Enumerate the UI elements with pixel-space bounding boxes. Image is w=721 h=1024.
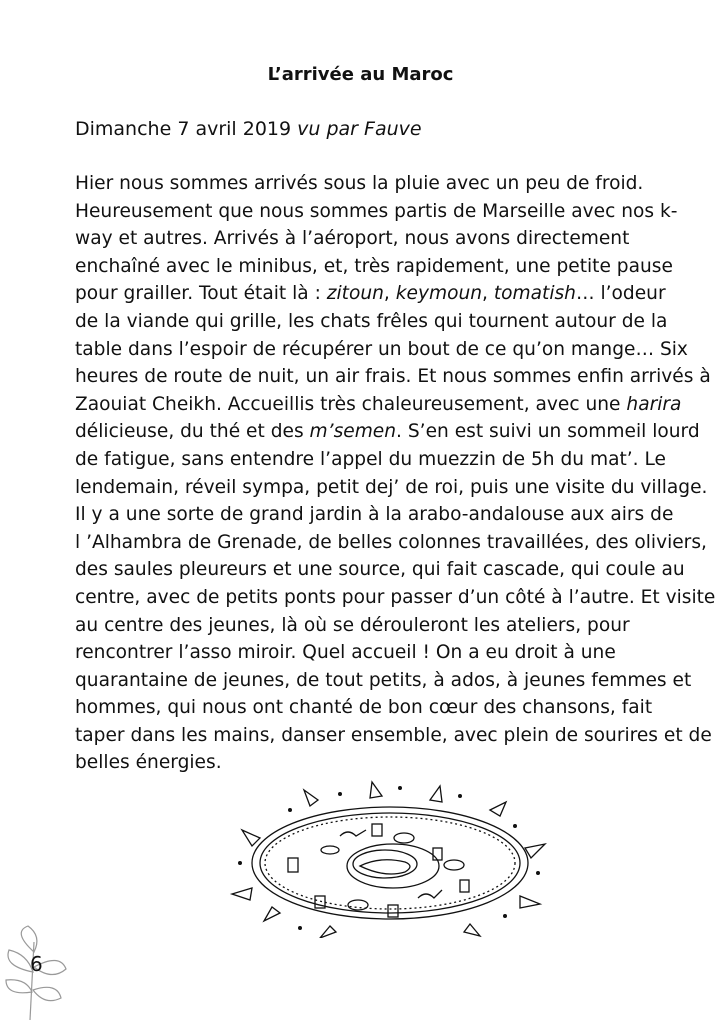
text-line: l ’Alhambra de Grenade, de belles colonnes travaillées, des oliviers, bbox=[75, 531, 707, 553]
italic-word: keymoun bbox=[395, 283, 483, 305]
text-line: Zaouiat Cheikh. Accueillis très chaleureusement, avec une harira bbox=[75, 393, 682, 415]
author-credit: vu par Fauve bbox=[297, 118, 422, 140]
italic-word: zitoun bbox=[326, 283, 384, 305]
date-line bbox=[75, 118, 422, 140]
date-text: Dimanche 7 avril 2019 bbox=[75, 118, 292, 140]
text-line: hommes, qui nous ont chanté de bon cœur des chansons, fait bbox=[75, 697, 653, 719]
text-line: rencontrer l’asso miroir. Quel accueil ! On a eu droit à une bbox=[75, 642, 616, 664]
text-line: taper dans les mains, danser ensemble, avec plein de sourires et de bbox=[75, 724, 712, 746]
page-number: 6 bbox=[30, 952, 43, 976]
text-line: lendemain, réveil sympa, petit dej’ de roi, puis une visite du village. bbox=[75, 476, 708, 498]
text-line: Hier nous sommes arrivés sous la pluie avec un peu de froid. bbox=[75, 173, 644, 194]
text-line: Il y a une sorte de grand jardin à la arabo-andalouse aux airs de bbox=[75, 504, 674, 526]
text-line: au centre des jeunes, là où se dérouleront les ateliers, pour bbox=[75, 614, 630, 636]
italic-word: m’semen bbox=[309, 421, 397, 443]
text-line: heures de route de nuit, un air frais. Et nous sommes enfin arrivés à bbox=[75, 366, 711, 388]
text-line: pour grailler. Tout était là : zitoun, keymoun, tomatish… l’odeur bbox=[75, 283, 666, 305]
text-line: des saules pleureurs et une source, qui fait cascade, qui coule au bbox=[75, 559, 685, 581]
text-line: de fatigue, sans entendre l’appel du muezzin de 5h du mat’. Le bbox=[75, 448, 666, 470]
text-line: belles énergies. bbox=[75, 752, 222, 774]
text-line: Heureusement que nous sommes partis de Marseille avec nos k- bbox=[75, 200, 678, 222]
page-title: L’arrivée au Maroc bbox=[267, 64, 454, 85]
text-line: délicieuse, du thé et des m’semen. S’en est suivi un sommeil lourd bbox=[75, 421, 700, 443]
table-illustration bbox=[220, 778, 560, 938]
text-line: de la viande qui grille, les chats frêles qui tournent autour de la bbox=[75, 310, 668, 332]
text-line: quarantaine de jeunes, de tout petits, à ados, à jeunes femmes et bbox=[75, 669, 692, 691]
italic-word: tomatish bbox=[493, 283, 576, 305]
body-text bbox=[75, 170, 716, 777]
text-line: way et autres. Arrivés à l’aéroport, nous avons directement bbox=[75, 228, 630, 250]
italic-word: harira bbox=[626, 393, 682, 415]
text-line: table dans l’espoir de récupérer un bout de ce qu’on mange… Six bbox=[75, 338, 688, 360]
text-line: enchaîné avec le minibus, et, très rapidement, une petite pause bbox=[75, 255, 673, 277]
text-line: centre, avec de petits ponts pour passer d’un côté à l’autre. Et visite bbox=[75, 586, 716, 608]
